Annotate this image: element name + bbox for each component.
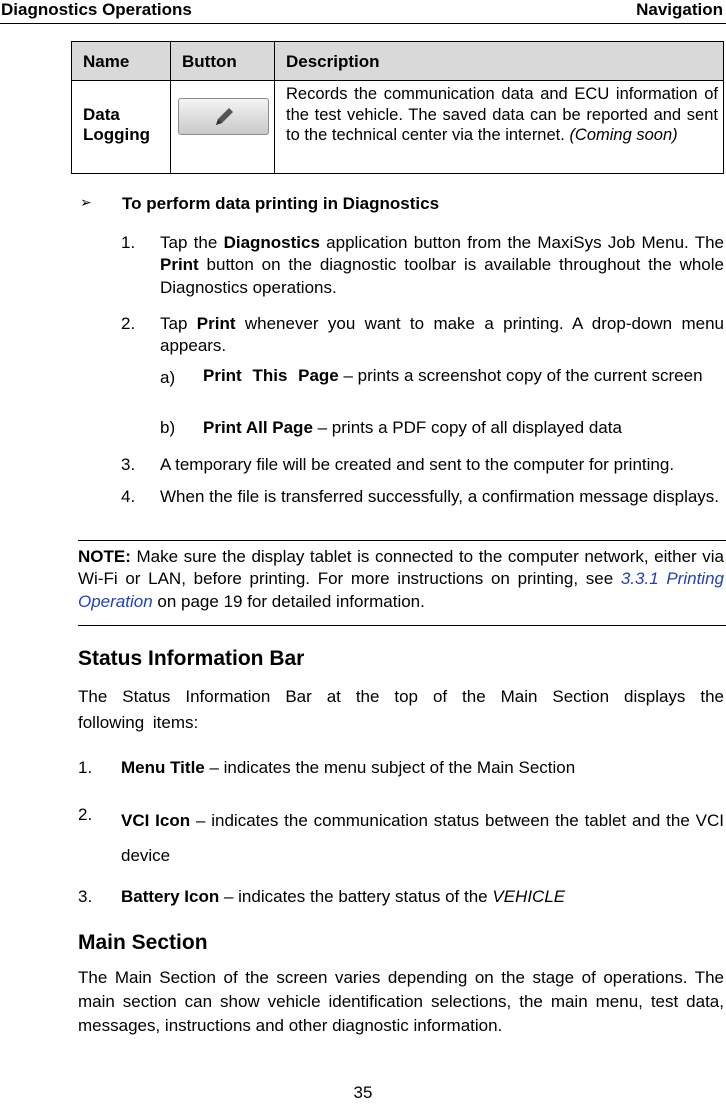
table-header-row [72, 42, 724, 81]
status-bar-intro: The Status Information Bar at the top of the Main Section displays the following items: [78, 687, 724, 732]
note-bottom-rule [78, 625, 726, 626]
substep-letter: b) [160, 418, 176, 437]
procedure-title: To perform data printing in Diagnostics [122, 194, 440, 213]
substep-a: Print This Page – prints a screenshot copy of the current screen [203, 366, 703, 385]
step-number: 3. [121, 455, 136, 474]
table-row [72, 81, 724, 174]
status-item-number: 3. [78, 887, 93, 906]
step-number: 4. [121, 487, 136, 506]
step-4: When the file is transferred successfully, a confirmation message displays. [160, 487, 720, 506]
main-section-heading: Main Section [78, 931, 208, 954]
header-section-title: Diagnostics Operations [1, 0, 192, 19]
status-item-number: 1. [78, 758, 93, 777]
pencil-icon [210, 103, 238, 131]
status-bar-heading: Status Information Bar [78, 647, 305, 670]
button-table [71, 41, 724, 174]
description-note: (Coming soon) [569, 126, 678, 145]
bullet-arrow-icon: ➢ [80, 194, 92, 210]
note-top-rule [78, 540, 726, 541]
row-description [275, 81, 724, 174]
status-item-number: 2. [78, 805, 93, 824]
printing-operation-link[interactable]: 3.3.1 Printing Operation [78, 569, 724, 611]
column-header-description: Description [275, 42, 724, 81]
substep-letter: a) [160, 368, 176, 387]
step-number: 2. [121, 314, 136, 333]
status-item-menu-title: Menu Title – indicates the menu subject of the Main Section [121, 758, 576, 777]
header-chapter-title: Navigation [636, 0, 723, 19]
row-name: Data Logging [72, 81, 171, 174]
page-header [0, 0, 726, 24]
substep-b: Print All Page – prints a PDF copy of all displayed data [203, 418, 622, 437]
column-header-name: Name [72, 42, 171, 81]
step-1: Tap the Diagnostics application button from the MaxiSys Job Menu. The Print button on the diagnostic toolbar is available throughout the whole Diagnostics operations. [160, 233, 724, 297]
column-header-button: Button [171, 42, 275, 81]
row-button-cell [171, 81, 275, 174]
status-item-vci-icon: VCI Icon – indicates the communication status between the tablet and the VCI device [121, 811, 724, 865]
step-2: Tap Print whenever you want to make a printing. A drop-down menu appears. [160, 314, 724, 356]
status-item-battery-icon: Battery Icon – indicates the battery status of the VEHICLE [121, 887, 566, 906]
note-block: NOTE: Make sure the display tablet is connected to the computer network, either via Wi-Fi or LAN, before printing. For more instructions on printing, see 3.3.1 Printing Operation on page 19 for detailed information. [78, 547, 724, 611]
page-number: 35 [353, 1083, 373, 1102]
step-number: 1. [121, 233, 136, 252]
note-label: NOTE: [78, 547, 131, 566]
data-logging-button[interactable] [178, 98, 269, 135]
step-3: A temporary file will be created and sent to the computer for printing. [160, 455, 675, 474]
description-text: Records the communication data and ECU information of the test vehicle. The saved data can be reported and sent to the technical center via the internet. [286, 85, 718, 145]
main-section-text: The Main Section of the screen varies depending on the stage of operations. The main section can show vehicle identification selections, the main menu, test data, messages, instructions and other diagnostic information. [78, 968, 724, 1035]
